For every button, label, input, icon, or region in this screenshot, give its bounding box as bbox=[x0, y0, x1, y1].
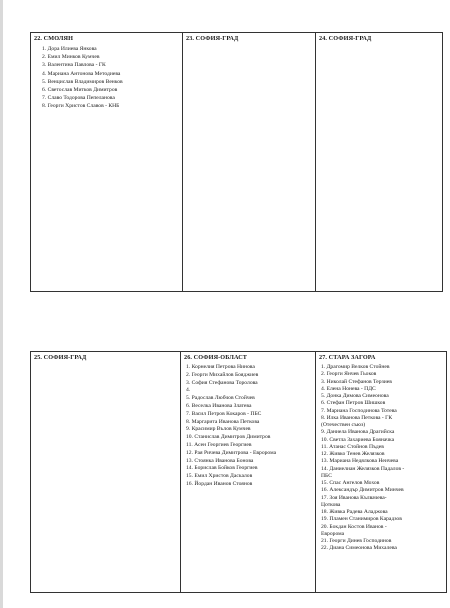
candidate-item: 16. Александър Димитров Минчев bbox=[321, 487, 404, 494]
scan-edge bbox=[0, 0, 3, 608]
candidate-item: 5. Радослав Любчов Стойчев bbox=[186, 395, 255, 402]
candidate-item: 20. Бокдан Костов Иванов - bbox=[321, 523, 387, 530]
candidate-item: 7. Мариана Господинова Тотева bbox=[321, 407, 397, 414]
candidate-item: 7. Славо Тодорова Пепеланова bbox=[42, 95, 115, 102]
candidate-item: 13. Стоянка Иванова Бонова bbox=[186, 457, 254, 464]
region-header: 22. СМОЛЯН bbox=[34, 35, 73, 42]
candidate-item: 16. Йордан Иванов Стоянов bbox=[186, 480, 253, 487]
candidate-item: 14. Борислав Бойков Георгиев bbox=[186, 465, 258, 472]
region-header: 27. СТАРА ЗАГОРА bbox=[319, 354, 376, 361]
candidate-item: 22. Диана Симеонова Михалева bbox=[321, 545, 397, 552]
candidate-item: 5. Венцислав Владимиров Венков bbox=[42, 78, 123, 85]
candidate-item: 1. Корнелия Петрова Нинова bbox=[186, 364, 255, 370]
region-header: 24. СОФИЯ-ГРАД bbox=[319, 35, 372, 42]
candidate-item: 14. Даниелиан Желязков Падалов - bbox=[321, 465, 405, 472]
candidate-item: 15. Спас Ангелов Мохов bbox=[321, 480, 380, 486]
candidate-item: 6. Стефан Петров Шишков bbox=[321, 400, 386, 407]
candidate-item: 11. Асен Георгиев Георгиев bbox=[186, 441, 252, 448]
candidate-item: 8. Георги Христов Славов - КНБ bbox=[42, 103, 120, 110]
candidate-item: 6. Веселка Иванова Златева bbox=[186, 402, 252, 409]
candidate-item: 3. Николай Стефанов Терзиев bbox=[321, 378, 392, 385]
region-cell-26 bbox=[181, 352, 316, 593]
candidate-item: 2. Георги Янчев Гьоков bbox=[321, 371, 377, 378]
candidate-item: 6. Светослав Митков Димитров bbox=[42, 87, 118, 94]
candidate-item: Цоткова bbox=[321, 501, 341, 508]
candidate-item: 19. Пламен Станимиров Карадзов bbox=[321, 516, 402, 523]
candidate-item: 11. Атанас Стойнов Пъдев bbox=[321, 443, 384, 450]
candidate-item: 13. Мариана Недялкова Неичева bbox=[321, 458, 399, 465]
candidate-list bbox=[184, 364, 312, 489]
candidate-item: ПБС bbox=[321, 472, 332, 479]
candidate-item: 12. Рая Ричева Димитрова - Евророма bbox=[186, 449, 277, 456]
region-header: 23. СОФИЯ-ГРАД bbox=[186, 35, 239, 42]
candidate-item: 18. Живка Радева Аладжова bbox=[321, 509, 388, 515]
region-header: 25. СОФИЯ-ГРАД bbox=[34, 354, 87, 361]
candidate-list bbox=[34, 45, 179, 111]
candidate-item: 3. Валентина Павлова - ГК bbox=[42, 62, 106, 69]
candidate-item: 1. Драгомир Велков Стойнев bbox=[321, 364, 390, 370]
candidate-item: 1. Дора Илиева Янкова bbox=[42, 46, 97, 52]
candidate-item: 21. Георги Динев Господинов bbox=[321, 538, 392, 544]
candidate-item: Евророма bbox=[321, 530, 345, 537]
candidate-item: 17. Зоя Иванова Кълвачева- bbox=[321, 494, 387, 501]
bottom-region-table bbox=[30, 351, 447, 593]
region-header: 26. СОФИЯ-ОБЛАСТ bbox=[184, 354, 248, 361]
candidate-item: 8. Илка Иванова Петкова - ГК bbox=[321, 414, 393, 421]
region-cell-23 bbox=[183, 33, 316, 292]
candidate-item: 8. Маргарита Иванова Петкова bbox=[186, 418, 260, 425]
candidate-item: 10. Станислав Димитров Димитров bbox=[186, 434, 271, 441]
candidate-item: 5. Донка Димова Симеонова bbox=[321, 393, 389, 399]
candidate-item: 2. Емил Минков Кумчев bbox=[42, 54, 100, 61]
region-cell-25 bbox=[31, 352, 181, 593]
candidate-item: 7. Васил Петров Кокаров - ПБС bbox=[186, 410, 262, 417]
region-cell-24 bbox=[316, 33, 443, 292]
candidate-item: 10. Светла Захариева Бояначка bbox=[321, 436, 395, 443]
candidate-item: 12. Живко Тенев Желязков bbox=[321, 451, 385, 457]
candidate-item: 4. bbox=[186, 387, 191, 394]
region-cell-22 bbox=[31, 33, 183, 292]
candidate-item: 4. Елена Нонева - ПДС bbox=[321, 385, 376, 392]
candidate-item: 2. Георги Михайлов Бояджиев bbox=[186, 371, 259, 378]
top-region-table bbox=[30, 32, 443, 292]
candidate-item: 4. Мариана Антонова Методиева bbox=[42, 70, 121, 77]
candidate-item: (Отечествен съюз) bbox=[321, 422, 366, 428]
candidate-item: 3. София Стефанова Торолова bbox=[186, 379, 258, 386]
candidate-list bbox=[319, 364, 443, 553]
candidate-item: 9. Красимир Вълов Кумчев bbox=[186, 426, 251, 433]
region-cell-27 bbox=[316, 352, 447, 593]
candidate-item: 9. Даниела Иванова Драгийска bbox=[321, 429, 395, 436]
candidate-item: 15. Емил Христов Даскалов bbox=[186, 473, 253, 480]
